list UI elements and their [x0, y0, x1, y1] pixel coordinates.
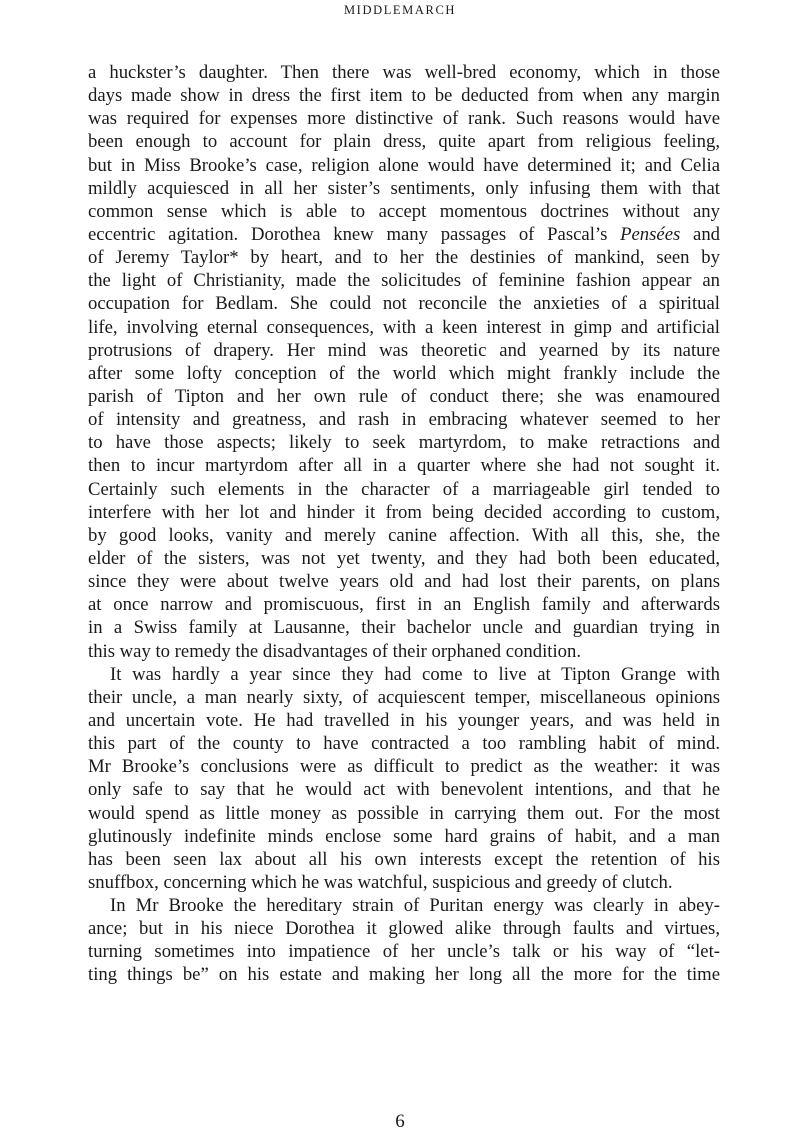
text-line: at once narrow and promiscuous, first in an English family and afterwards — [88, 594, 720, 616]
text-line: to have those aspects; likely to seek martyrdom, to make retractions and — [88, 432, 720, 454]
text-line: snuffbox, concerning which he was watchful, suspicious and greedy of clutch. — [88, 871, 673, 893]
text-line: turning sometimes into impatience of her uncle’s talk or his way of “let- — [88, 941, 720, 963]
text-line: glutinously indefinite minds enclose some hard grains of habit, and a man — [88, 825, 720, 847]
text-line: ance; but in his niece Dorothea it glowed alike through faults and virtues, — [88, 918, 720, 940]
text-line: in a Swiss family at Lausanne, their bachelor uncle and guardian trying in — [88, 617, 720, 639]
text-line: occupation for Bedlam. She could not reconcile the anxieties of a spiritual — [88, 293, 720, 315]
text-line: Mr Brooke’s conclusions were as difficult to predict as the weather: it was — [88, 756, 720, 778]
text-line: elder of the sisters, was not yet twenty, and they had both been educated, — [88, 547, 720, 569]
text-line: days made show in dress the first item to be deducted from when any margin — [88, 85, 720, 107]
text-line: their uncle, a man nearly sixty, of acquiescent temper, miscellaneous opinions — [88, 686, 720, 708]
text-line: a huckster’s daughter. Then there was well-bred economy, which in those — [88, 62, 720, 83]
text-line: mildly acquiesced in all her sister’s sentiments, only infusing them with that — [88, 177, 720, 199]
text-line: life, involving eternal consequences, with a keen interest in gimp and artificial — [88, 316, 720, 338]
text-line: then to incur martyrdom after all in a quarter where she had not sought it. — [88, 455, 720, 477]
text-line: this part of the county to have contracted a too rambling habit of mind. — [88, 733, 720, 755]
text-line: ting things be” on his estate and making her long all the more for the time — [88, 964, 720, 986]
text-line: the light of Christianity, made the solicitudes of feminine fashion appear an — [88, 270, 720, 292]
text-line: It was hardly a year since they had come to live at Tipton Grange with — [110, 663, 720, 685]
text-line: Certainly such elements in the character of a marriageable girl tended to — [88, 478, 720, 500]
text-line: would spend as little money as possible in carrying them out. For the most — [88, 802, 720, 824]
text-line: In Mr Brooke the hereditary strain of Puritan energy was clearly in abey- — [110, 895, 720, 917]
text-line: only safe to say that he would act with benevolent intentions, and that he — [88, 779, 720, 801]
italic-title: Pensées — [620, 223, 681, 245]
text-line: parish of Tipton and her own rule of conduct there; she was enamoured — [88, 385, 720, 407]
body-text — [88, 61, 720, 987]
text-line: been enough to account for plain dress, quite apart from religious feeling, — [88, 131, 720, 153]
text-line: of Jeremy Taylor* by heart, and to her the destinies of mankind, seen by — [88, 247, 720, 269]
text-line: common sense which is able to accept momentous doctrines without any — [88, 200, 720, 222]
running-head: MIDDLEMARCH — [343, 3, 457, 17]
text-line: protrusions of drapery. Her mind was theoretic and yearned by its nature — [88, 339, 720, 361]
text-line: interfere with her lot and hinder it from being decided according to custom, — [88, 501, 720, 523]
text-line: after some lofty conception of the world which might frankly include the — [88, 362, 720, 384]
text-line: but in Miss Brooke’s case, religion alone would have determined it; and Celia — [88, 154, 720, 176]
text-line: this way to remedy the disadvantages of their orphaned condition. — [88, 640, 582, 662]
text-line: of intensity and greatness, and rash in embracing whatever seemed to her — [88, 409, 720, 431]
text-line: by good looks, vanity and merely canine affection. With all this, she, the — [88, 524, 720, 546]
text-line: since they were about twelve years old and had lost their parents, on plans — [88, 571, 720, 593]
text-line: has been seen lax about all his own interests except the retention of his — [88, 848, 720, 870]
text-line: was required for expenses more distinctive of rank. Such reasons would have — [88, 108, 720, 130]
text-line: eccentric agitation. Dorothea knew many passages of Pascal’s Pensées and — [88, 223, 721, 245]
text-line: and uncertain vote. He had travelled in his younger years, and was held in — [88, 709, 720, 731]
page-number: 6 — [395, 1111, 405, 1132]
